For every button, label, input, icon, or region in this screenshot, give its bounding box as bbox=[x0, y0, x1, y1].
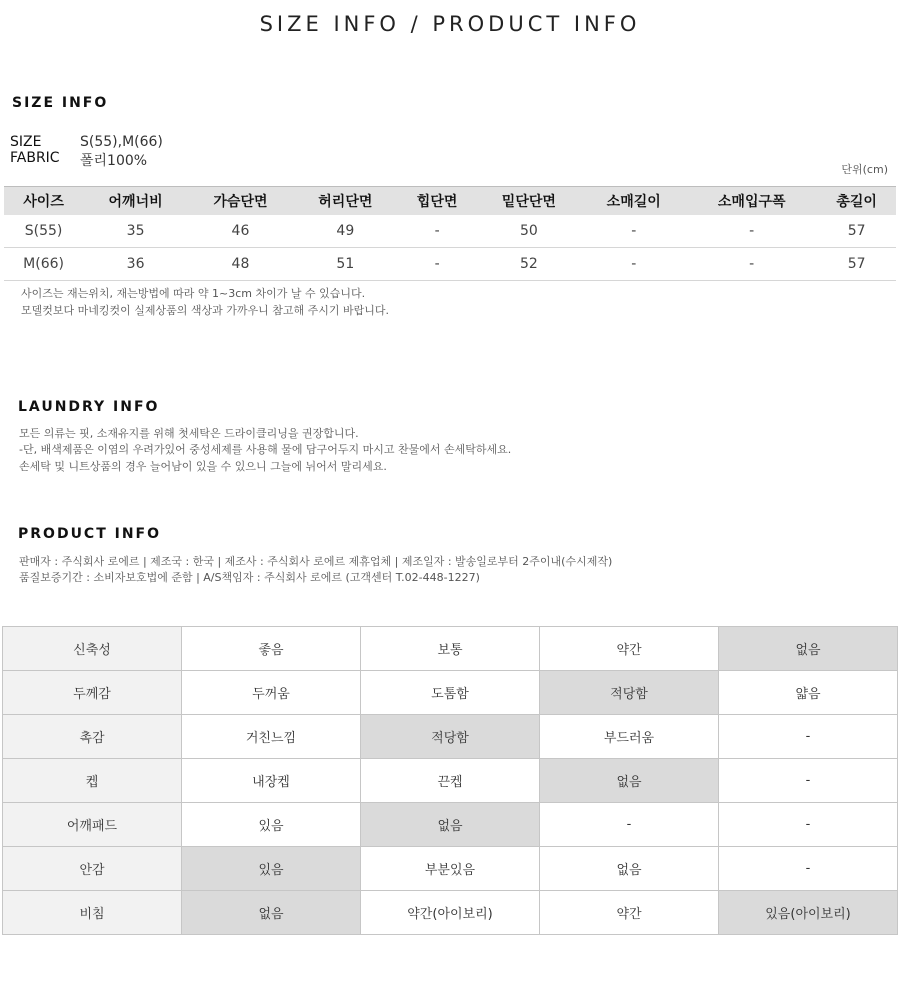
size-table-header: 소매길이 bbox=[581, 187, 686, 216]
size-table-cell: 57 bbox=[817, 215, 896, 248]
fabric-label: FABRIC bbox=[10, 150, 60, 166]
size-table-cell: - bbox=[398, 215, 477, 248]
size-table-cell: - bbox=[398, 248, 477, 281]
product-line: 품질보증기간 : 소비자보호법에 준함 | A/S책임자 : 주식회사 로에르 (고객센터 T.02-448-1227) bbox=[19, 571, 480, 584]
fabric-option-selected: 없음 bbox=[361, 803, 540, 847]
fabric-option: - bbox=[719, 803, 898, 847]
size-table-cell: 35 bbox=[83, 215, 188, 248]
size-table-header: 가슴단면 bbox=[188, 187, 293, 216]
fabric-option-selected: 적당함 bbox=[540, 671, 719, 715]
fabric-option: - bbox=[719, 847, 898, 891]
size-table-header: 소매입구폭 bbox=[686, 187, 817, 216]
fabric-option: 약간(아이보리) bbox=[361, 891, 540, 935]
laundry-line: 모든 의류는 핏, 소재유지를 위해 첫세탁은 드라이클리닝을 권장합니다. bbox=[19, 427, 359, 440]
laundry-info-heading: LAUNDRY INFO bbox=[18, 399, 160, 415]
fabric-row bbox=[3, 847, 898, 891]
size-table-cell: S(55) bbox=[4, 215, 83, 248]
size-table-row bbox=[4, 215, 896, 248]
fabric-option: - bbox=[719, 759, 898, 803]
fabric-row-label: 켑 bbox=[3, 759, 182, 803]
fabric-option: 끈켑 bbox=[361, 759, 540, 803]
fabric-option-selected: 없음 bbox=[540, 759, 719, 803]
laundry-line: -단, 배색제품은 이염의 우려가있어 중성세제를 사용해 물에 담구어두지 마시고 찬물에서 손세탁하세요. bbox=[19, 443, 512, 456]
size-table-cell: 48 bbox=[188, 248, 293, 281]
fabric-row-label: 안감 bbox=[3, 847, 182, 891]
size-table-row bbox=[4, 248, 896, 281]
size-table-header: 총길이 bbox=[817, 187, 896, 216]
fabric-option: 있음 bbox=[182, 803, 361, 847]
unit-note: 단위(cm) bbox=[841, 163, 888, 176]
fabric-option: 부드러움 bbox=[540, 715, 719, 759]
size-table-cell: 36 bbox=[83, 248, 188, 281]
size-table-cell: - bbox=[581, 215, 686, 248]
fabric-option: 없음 bbox=[540, 847, 719, 891]
fabric-option-selected: 있음(아이보리) bbox=[719, 891, 898, 935]
size-note: 사이즈는 재는위치, 재는방법에 따라 약 1~3cm 차이가 날 수 있습니다. bbox=[21, 287, 366, 300]
fabric-row bbox=[3, 627, 898, 671]
size-table-header: 사이즈 bbox=[4, 187, 83, 216]
size-value: S(55),M(66) bbox=[80, 134, 163, 150]
size-info-heading: SIZE INFO bbox=[12, 95, 109, 111]
fabric-option: 거친느낌 bbox=[182, 715, 361, 759]
size-label: SIZE bbox=[10, 134, 42, 150]
size-table-cell: - bbox=[686, 215, 817, 248]
laundry-line: 손세탁 및 니트상품의 경우 늘어남이 있을 수 있으니 그늘에 뉘어서 말리세요. bbox=[19, 460, 387, 473]
size-table-header: 힙단면 bbox=[398, 187, 477, 216]
fabric-row bbox=[3, 671, 898, 715]
fabric-option: - bbox=[719, 715, 898, 759]
fabric-option: 부분있음 bbox=[361, 847, 540, 891]
size-table-header: 허리단면 bbox=[293, 187, 398, 216]
fabric-row bbox=[3, 759, 898, 803]
fabric-option: 보통 bbox=[361, 627, 540, 671]
size-table-cell: 49 bbox=[293, 215, 398, 248]
fabric-option-selected: 있음 bbox=[182, 847, 361, 891]
fabric-row-label: 신축성 bbox=[3, 627, 182, 671]
fabric-row bbox=[3, 891, 898, 935]
fabric-option-selected: 없음 bbox=[719, 627, 898, 671]
fabric-row bbox=[3, 715, 898, 759]
size-table-cell: 52 bbox=[476, 248, 581, 281]
size-table-header: 어깨너비 bbox=[83, 187, 188, 216]
fabric-option-selected: 적당함 bbox=[361, 715, 540, 759]
fabric-option: 내장켑 bbox=[182, 759, 361, 803]
size-table-header: 밑단단면 bbox=[476, 187, 581, 216]
size-table-cell: 50 bbox=[476, 215, 581, 248]
fabric-row-label: 두께감 bbox=[3, 671, 182, 715]
fabric-option: 좋음 bbox=[182, 627, 361, 671]
fabric-option: 두꺼움 bbox=[182, 671, 361, 715]
product-line: 판매자 : 주식회사 로에르 | 제조국 : 한국 | 제조사 : 주식회사 로에르 제휴업체 | 제조일자 : 발송일로부터 2주이내(수시제작) bbox=[19, 555, 613, 568]
fabric-option: 약간 bbox=[540, 891, 719, 935]
size-table-cell: - bbox=[581, 248, 686, 281]
fabric-option: 약간 bbox=[540, 627, 719, 671]
fabric-row-label: 어깨패드 bbox=[3, 803, 182, 847]
size-table-cell: M(66) bbox=[4, 248, 83, 281]
product-info-heading: PRODUCT INFO bbox=[18, 526, 162, 542]
size-note: 모델컷보다 마네킹컷이 실제상품의 색상과 가까우니 참고해 주시기 바랍니다. bbox=[21, 304, 390, 317]
fabric-option-selected: 없음 bbox=[182, 891, 361, 935]
size-table-cell: 57 bbox=[817, 248, 896, 281]
fabric-property-table bbox=[2, 626, 898, 935]
size-table-cell: - bbox=[686, 248, 817, 281]
size-table bbox=[4, 186, 896, 281]
size-table-cell: 46 bbox=[188, 215, 293, 248]
fabric-row-label: 촉감 bbox=[3, 715, 182, 759]
size-table-header-row bbox=[4, 187, 896, 216]
size-table-cell: 51 bbox=[293, 248, 398, 281]
fabric-option: 얇음 bbox=[719, 671, 898, 715]
fabric-value: 폴리100% bbox=[80, 153, 148, 169]
page-title: SIZE INFO / PRODUCT INFO bbox=[259, 12, 641, 36]
fabric-row-label: 비침 bbox=[3, 891, 182, 935]
fabric-option: - bbox=[540, 803, 719, 847]
fabric-option: 도톰함 bbox=[361, 671, 540, 715]
fabric-row bbox=[3, 803, 898, 847]
